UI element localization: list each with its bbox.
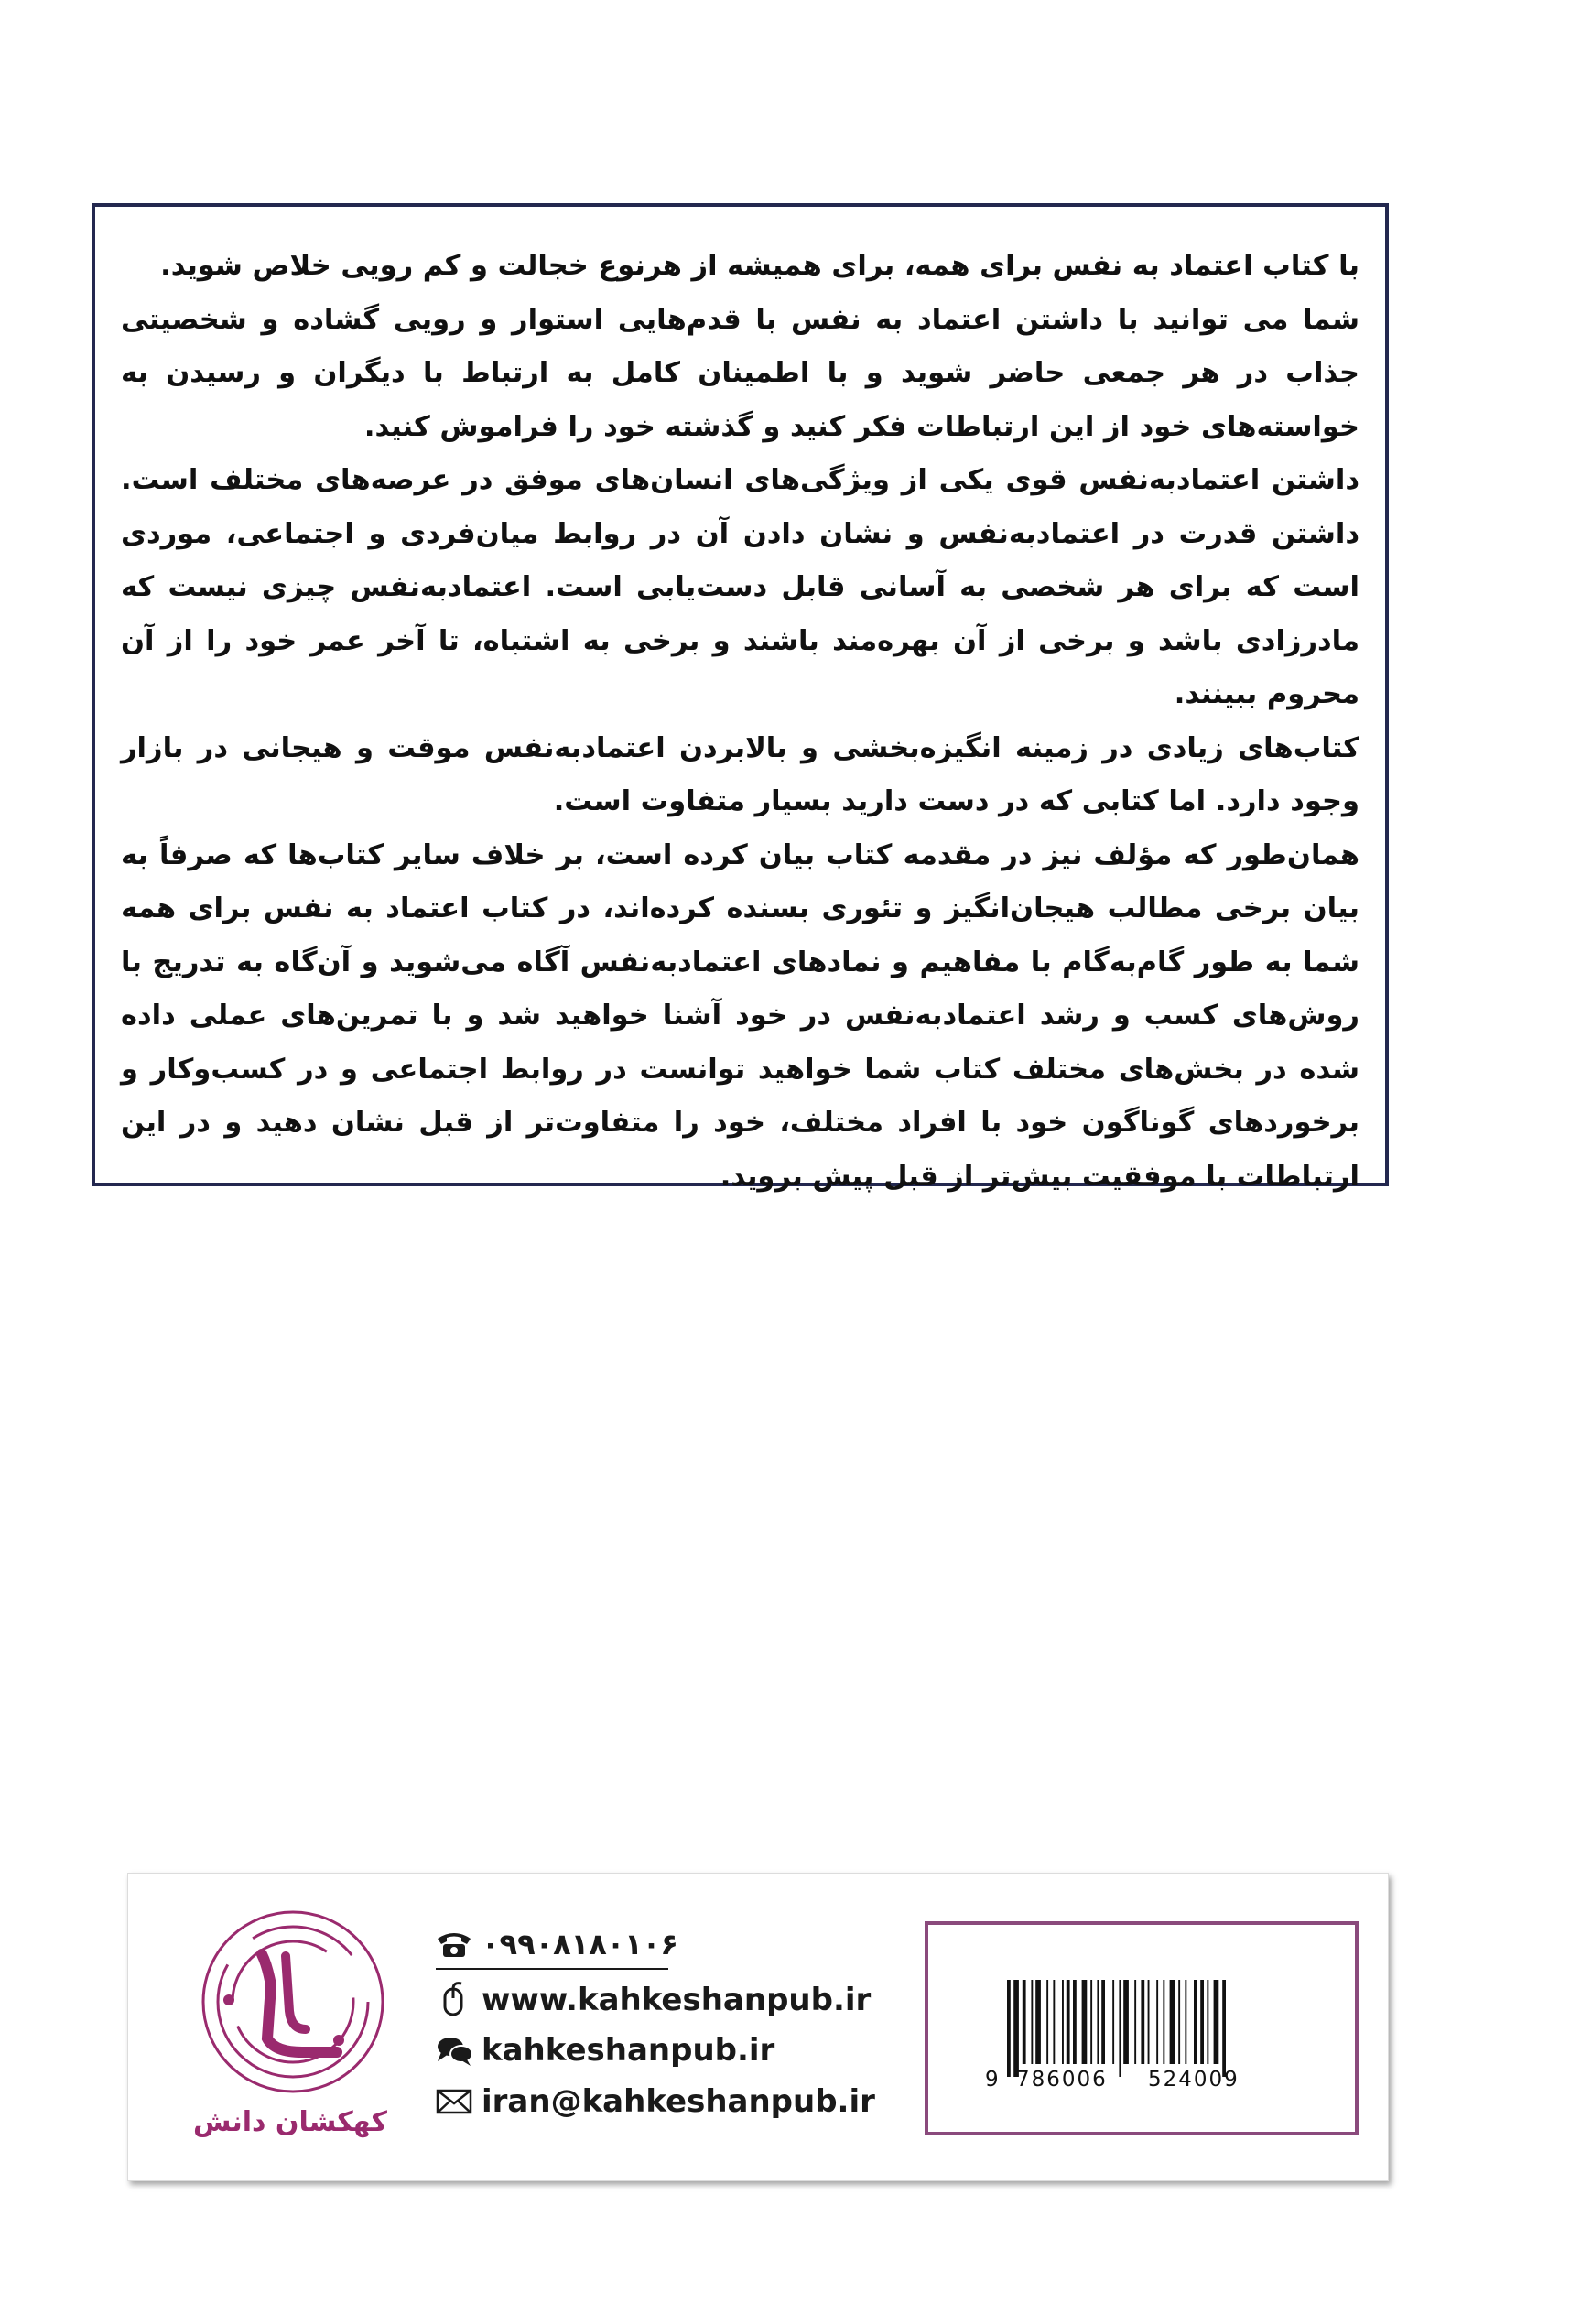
website-text: www.kahkeshanpub.ir [482,1982,872,2018]
phone-number[interactable] [434,1921,678,1967]
publisher-footer [127,1873,1389,2181]
barcode-bar [1178,1980,1180,2064]
barcode-bar [1082,1980,1088,2064]
barcode-bar [1046,1980,1048,2064]
barcode-bar [1073,1980,1077,2064]
phone-icon [434,1926,474,1962]
barcode-bar [1194,1980,1197,2064]
barcode-bar [1035,1980,1041,2064]
barcode-bar [1141,1980,1144,2064]
barcode-bar [1222,1980,1226,2077]
barcode-bar [1013,1980,1019,2077]
barcode-bar [1170,1980,1175,2064]
isbn-barcode-box [925,1921,1359,2135]
social-text: kahkeshanpub.ir [482,2032,775,2069]
barcode-bar [1067,1980,1070,2064]
blurb-paragraph-2: شما می توانید با داشتن اعتماد به نفس با قدم‌هایی استوار و رویی گشاده و شخصیتی جذاب در هر جمعی حاضر شوید و با اطمینان کامل به ارتباط با دیگران و رسیدن به خواسته‌های خود از این ارتباطات فکر کنید و گذشته خود را فراموش کنید. [121,303,1359,443]
barcode-bar [1148,1980,1150,2064]
isbn-barcode [1005,1980,1280,2081]
social-link[interactable] [434,2027,774,2073]
barcode-bar [1123,1980,1129,2064]
barcode-bar [1023,1980,1026,2064]
isbn-digits-left: 786006 [1016,2068,1108,2092]
barcode-bar [1119,1980,1121,2077]
barcode-bar [1090,1980,1092,2064]
publisher-logo [183,1901,403,2139]
back-cover-blurb [92,203,1389,1193]
phone-underline [436,1968,668,1970]
barcode-bar [1207,1980,1208,2064]
phone-text: ۰۹۹۰۸۱۸۰۱۰۶ [482,1927,678,1962]
barcode-bar [1185,1980,1186,2064]
blurb-paragraph-5: همان‌طور که مؤلف نیز در مقدمه کتاب بیان کرده است، بر خلاف سایر کتاب‌ها که صرفاً به بیان برخی مطالب هیجان‌انگیز و تئوری بسنده کرده‌اند، در کتاب اعتماد به نفس برای همه شما به طور گام‌به‌گام با مفاهیم و نمادهای اعتمادبه‌نفس آگاه می‌شوید و آن‌گاه به تدریج با روش‌های کسب و رشد اعتمادبه‌نفس در خود آشنا خواهید شد و با تمرین‌های عملی داده شده در بخش‌های مختلف کتاب شما خواهید توانست در روابط اجتماعی و در کسب‌وکار و برخوردهای گوناگون خود با افراد مختلف، خود را متفاوت‌تر از قبل نشان دهید و در این ارتباطات با موفقیت بیش‌تر از قبل پیش بروید. [121,838,1359,1193]
publisher-logo-text: کهکشان دانش [193,2106,387,2138]
email-link[interactable] [434,2079,875,2124]
mail-icon [434,2083,474,2120]
isbn-digits-right: 524009 [1148,2068,1240,2092]
barcode-bar [1062,1980,1064,2064]
barcode-bar [1053,1980,1055,2064]
barcode-bar [1214,1980,1219,2064]
barcode-bar [1134,1980,1136,2064]
barcode-bar [1200,1980,1204,2064]
barcode-bar [1007,1980,1011,2077]
isbn-digit-prefix: 9 [985,2068,1001,2092]
barcode-bar [1031,1980,1033,2064]
email-text: iran@kahkeshanpub.ir [482,2083,875,2120]
blurb-paragraph-4: کتاب‌های زیادی در زمینه انگیزه‌بخشی و بالابردن اعتمادبه‌نفس موقت و هیجانی در بازار وجود دارد. اما کتابی که در دست دارید بسیار متفاوت است. [121,731,1359,817]
barcode-bar [1163,1980,1164,2064]
website-link[interactable] [434,1977,871,2023]
barcode-bar [1097,1980,1099,2064]
blurb-paragraph-3: داشتن اعتمادبه‌نفس قوی یکی از ویژگی‌های انسان‌های موفق در عرصه‌های مختلف است. داشتن قدرت در اعتمادبه‌نفس و نشان دادن آن در روابط میان‌فردی و اجتماعی، موردی است که برای هر شخصی به آسانی قابل دست‌یابی است. اعتمادبه‌نفس چیزی نیست که مادرزادی باشد و برخی از آن بهره‌مند باشند و برخی به اشتباه، تا آخر عمر خود را از آن محروم ببینند. [121,464,1359,710]
barcode-bar [1156,1980,1158,2064]
barcode-bar [1112,1980,1114,2064]
blurb-paragraph-1: با کتاب اعتماد به نفس برای همه، برای همیشه از هرنوع خجالت و کم رویی خلاص شوید. [160,250,1359,282]
barcode-bar [1101,1980,1105,2064]
mouse-icon [434,1982,474,2018]
chat-icon [434,2032,474,2069]
